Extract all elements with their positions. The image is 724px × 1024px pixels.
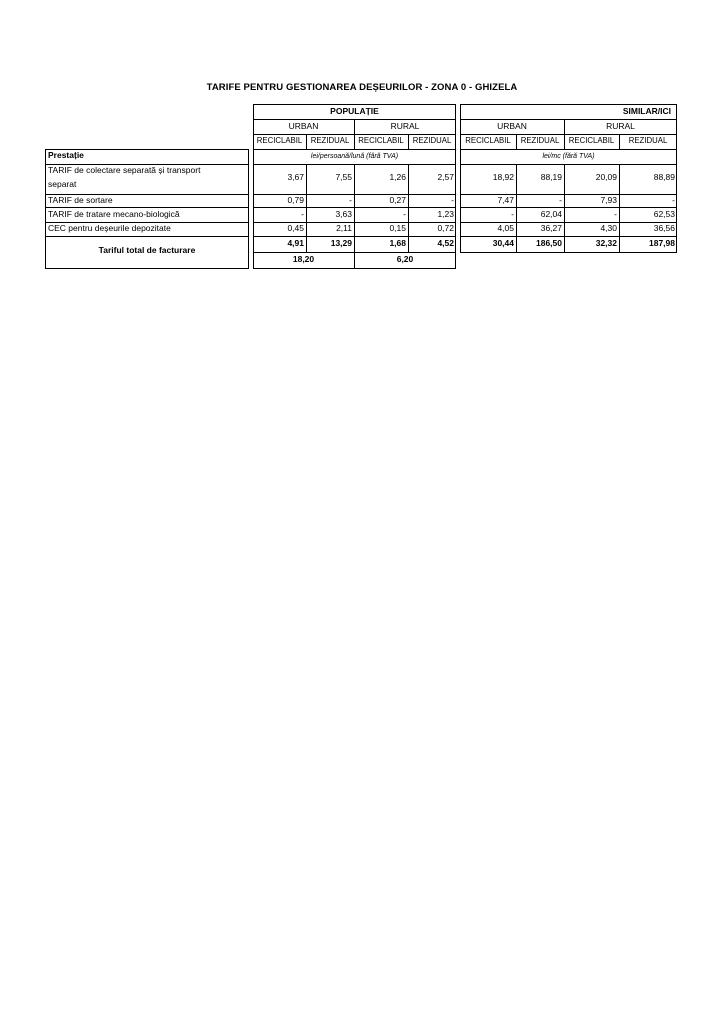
sim-sortare-urban-reciclabil: 7,47 (497, 195, 514, 205)
sim-tratare-rural-rezidual: 62,53 (653, 209, 675, 219)
populatie-header: POPULAȚIE (330, 106, 379, 116)
sim-sortare-rural-rezidual: - (672, 195, 675, 205)
sim-cec-urban-reciclabil: 4,05 (497, 223, 514, 233)
populatie-unit: lei/persoană/lună (fără TVA) (310, 153, 399, 160)
pop-total-rural-rezidual: 4,52 (437, 238, 454, 248)
sim-sortare-urban-rezidual: - (559, 195, 562, 205)
similar-urban-header: URBAN (497, 121, 527, 131)
pop-sortare-urban-reciclabil: 0,79 (287, 195, 304, 205)
populatie-urban-rezidual: REZIDUAL (310, 136, 350, 145)
similar-urban-rezidual: REZIDUAL (520, 136, 560, 145)
sim-cec-rural-reciclabil: 4,30 (600, 223, 617, 233)
pop-sortare-urban-rezidual: - (349, 195, 352, 205)
pop-tratare-rural-reciclabil: - (403, 209, 406, 219)
row-label-sortare: TARIF de sortare (48, 195, 113, 205)
similar-urban-reciclabil: RECICLABIL (465, 136, 511, 145)
sim-cec-urban-rezidual: 36,27 (540, 223, 562, 233)
pop-colectare-urban-reciclabil: 3,67 (287, 172, 304, 182)
pop-cec-rural-reciclabil: 0,15 (389, 223, 406, 233)
sim-colectare-urban-rezidual: 88,19 (540, 172, 562, 182)
row-header-prestatie: Prestație (48, 150, 84, 160)
row-label-cec: CEC pentru deșeurile depozitate (48, 223, 171, 233)
populatie-rural-rezidual: REZIDUAL (412, 136, 452, 145)
row-label-tratare: TARIF de tratare mecano-biologică (48, 209, 180, 219)
pop-tratare-rural-rezidual: 1,23 (437, 209, 454, 219)
pop-urban-sum: 18,20 (292, 254, 315, 264)
similar-rural-rezidual: REZIDUAL (628, 136, 668, 145)
pop-sortare-rural-rezidual: - (451, 195, 454, 205)
similar-unit: lei/mc (fără TVA) (542, 153, 595, 160)
sim-tratare-rural-reciclabil: - (614, 209, 617, 219)
row-label-colectare-1: TARIF de colectare separată și transport (48, 165, 201, 175)
pop-colectare-urban-rezidual: 7,55 (335, 172, 352, 182)
populatie-urban-reciclabil: RECICLABIL (256, 136, 303, 145)
similar-rural-reciclabil: RECICLABIL (568, 136, 615, 145)
pop-rural-sum: 6,20 (396, 254, 414, 264)
populatie-rural-reciclabil: RECICLABIL (358, 136, 404, 145)
sim-total-urban-reciclabil: 30,44 (492, 238, 514, 248)
similar-header: SIMILAR/ICI (622, 106, 671, 116)
sim-total-rural-rezidual: 187,98 (649, 238, 675, 248)
pop-total-urban-rezidual: 13,29 (330, 238, 352, 248)
pop-colectare-rural-rezidual: 2,57 (437, 172, 454, 182)
populatie-urban-header: URBAN (288, 121, 319, 131)
sim-colectare-rural-rezidual: 88,89 (653, 172, 675, 182)
sim-cec-rural-rezidual: 36,56 (653, 223, 675, 233)
sim-tratare-urban-rezidual: 62,04 (540, 209, 562, 219)
pop-cec-rural-rezidual: 0,72 (437, 223, 454, 233)
pop-sortare-rural-reciclabil: 0,27 (389, 195, 406, 205)
pop-cec-urban-reciclabil: 0,45 (287, 223, 304, 233)
sim-sortare-rural-reciclabil: 7,93 (600, 195, 617, 205)
pop-tratare-urban-rezidual: 3,63 (335, 209, 352, 219)
sim-colectare-urban-reciclabil: 18,92 (492, 172, 514, 182)
sim-total-urban-rezidual: 186,50 (536, 238, 562, 248)
pop-cec-urban-rezidual: 2,11 (336, 223, 352, 233)
row-label-total: Tariful total de facturare (98, 245, 196, 255)
similar-rural-header: RURAL (606, 121, 635, 131)
sim-colectare-rural-reciclabil: 20,09 (595, 172, 617, 182)
sim-tratare-urban-reciclabil: - (511, 209, 514, 219)
page-title: TARIFE PENTRU GESTIONAREA DEȘEURILOR - ZONA 0 - GHIZELA (206, 82, 518, 93)
pop-total-rural-reciclabil: 1,68 (389, 238, 406, 248)
populatie-rural-header: RURAL (390, 121, 420, 131)
pop-tratare-urban-reciclabil: - (301, 209, 304, 219)
pop-colectare-rural-reciclabil: 1,26 (389, 172, 406, 182)
sim-total-rural-reciclabil: 32,32 (595, 238, 617, 248)
row-label-colectare-2: separat (48, 179, 77, 189)
pop-total-urban-reciclabil: 4,91 (287, 238, 304, 248)
